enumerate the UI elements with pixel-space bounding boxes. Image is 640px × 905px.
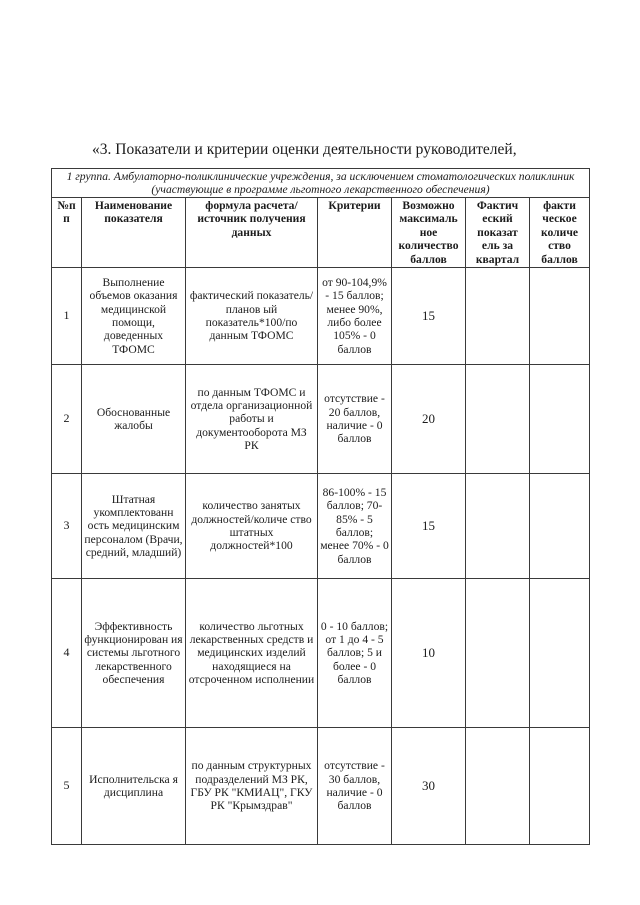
row-num: 5 [52, 728, 82, 845]
table-row [52, 365, 590, 474]
header-criteria: Критерии [318, 198, 392, 268]
row-name: Выполнение объемов оказания медицинской помощи, доведенных ТФОМС [82, 268, 186, 365]
row-max: 20 [392, 365, 466, 474]
row-actual-score [530, 579, 590, 728]
row-max: 10 [392, 579, 466, 728]
row-actual-score [530, 728, 590, 845]
row-criteria: отсутствие - 20 баллов, наличие - 0 баллов [318, 365, 392, 474]
document-heading: «3. Показатели и критерии оценки деятельности руководителей, [92, 141, 517, 158]
header-name: Наименование показателя [82, 198, 186, 268]
row-num: 2 [52, 365, 82, 474]
row-formula: по данным структурных подразделений МЗ РК, ГБУ РК "КМИАЦ", ГКУ РК "Крымздрав" [186, 728, 318, 845]
header-num: №п п [52, 198, 82, 268]
row-actual-score [530, 268, 590, 365]
table-row [52, 474, 590, 579]
header-formula: формула расчета/источник получения данных [186, 198, 318, 268]
row-num: 4 [52, 579, 82, 728]
row-max: 30 [392, 728, 466, 845]
row-criteria: от 90-104,9% - 15 баллов; менее 90%, либо более 105% - 0 баллов [318, 268, 392, 365]
row-actual-indicator [466, 268, 530, 365]
row-max: 15 [392, 474, 466, 579]
row-criteria: 86-100% - 15 баллов; 70-85% - 5 баллов; менее 70% - 0 баллов [318, 474, 392, 579]
row-actual-indicator [466, 728, 530, 845]
row-name: Обоснованные жалобы [82, 365, 186, 474]
row-name: Исполнительска я дисциплина [82, 728, 186, 845]
row-formula: количество занятых должностей/количе ство штатных должностей*100 [186, 474, 318, 579]
row-actual-score [530, 365, 590, 474]
header-row [52, 198, 590, 268]
group-title: 1 группа. Амбулаторно-поликлинические учреждения, за исключением стоматологических поликлиник (участвующие в программе льготного лекарственного обеспечения) [52, 169, 590, 198]
row-criteria: 0 - 10 баллов; от 1 до 4 - 5 баллов; 5 и более - 0 баллов [318, 579, 392, 728]
row-formula: количество льготных лекарственных средств и медицинских изделий находящиеся на отсроченном исполнении [186, 579, 318, 728]
row-actual-score [530, 474, 590, 579]
table-row [52, 579, 590, 728]
header-actual-indicator: Фактич еский показат ель за квартал [466, 198, 530, 268]
row-formula: фактический показатель/планов ый показатель*100/по данным ТФОМС [186, 268, 318, 365]
row-actual-indicator [466, 365, 530, 474]
row-actual-indicator [466, 579, 530, 728]
row-num: 3 [52, 474, 82, 579]
header-max: Возможно максималь ное количество баллов [392, 198, 466, 268]
table-row [52, 728, 590, 845]
criteria-table [51, 168, 590, 845]
row-num: 1 [52, 268, 82, 365]
row-formula: по данным ТФОМС и отдела организационной работы и документооборота МЗ РК [186, 365, 318, 474]
header-actual-score: факти ческое количе ство баллов [530, 198, 590, 268]
row-criteria: отсутствие - 30 баллов, наличие - 0 баллов [318, 728, 392, 845]
row-actual-indicator [466, 474, 530, 579]
row-name: Штатная укомплектованн ость медицинским персоналом (Врачи, средний, младший) [82, 474, 186, 579]
table-row [52, 268, 590, 365]
row-max: 15 [392, 268, 466, 365]
row-name: Эффективность функционирован ия системы льготного лекарственного обеспечения [82, 579, 186, 728]
group-row [52, 169, 590, 198]
